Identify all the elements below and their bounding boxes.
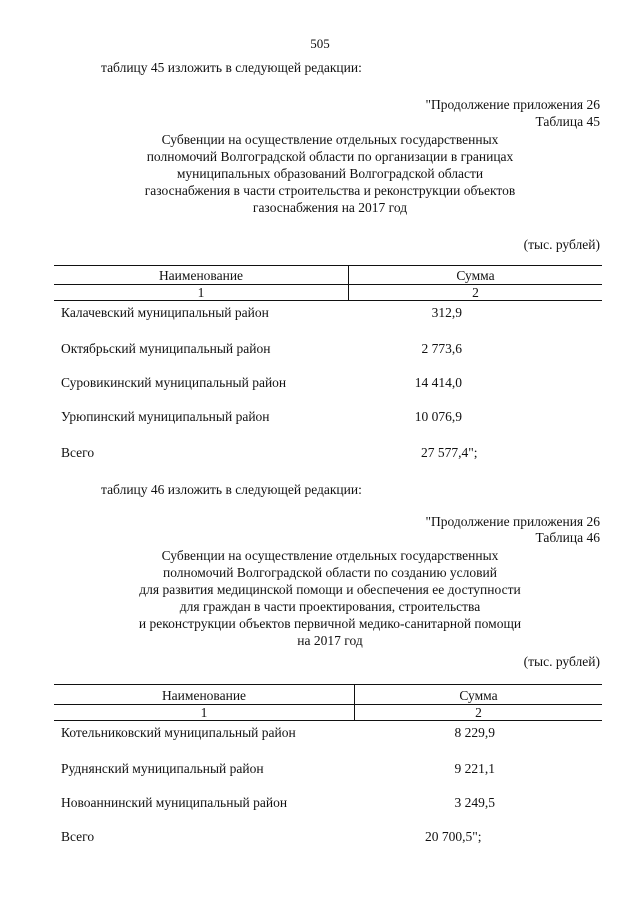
table46-row-name: Руднянский муниципальный район <box>61 761 264 776</box>
table45-unit: (тыс. рублей) <box>523 237 600 252</box>
table46-title-line: на 2017 год <box>297 633 363 648</box>
table45-row-value: 10 076,9 <box>414 409 462 424</box>
table45-title <box>90 131 570 216</box>
table46-unit: (тыс. рублей) <box>523 654 600 669</box>
table45-header-col1: 1 <box>197 285 205 300</box>
table46-instruction: таблицу 46 изложить в следующей редакции: <box>101 482 362 497</box>
table45-row-name: Калачевский муниципальный район <box>61 305 269 320</box>
table45-row-value: 312,9 <box>431 305 462 320</box>
table45-title-line: Субвенции на осуществление отдельных государственных <box>161 132 499 147</box>
table46-title-line: Субвенции на осуществление отдельных государственных <box>161 548 499 563</box>
table45-title-line: полномочий Волгоградской области по организации в границах <box>146 149 514 164</box>
table46-row-name: Новоаннинский муниципальный район <box>61 795 288 810</box>
table46-row-total-value: 20 700,5"; <box>425 829 482 844</box>
table45-instruction: таблицу 45 изложить в следующей редакции: <box>101 60 362 75</box>
table45-header-sum: Сумма <box>456 268 495 283</box>
table46-title-line: и реконструкции объектов первичной медико-санитарной помощи <box>138 616 522 631</box>
table46-title <box>90 547 570 649</box>
table45-header-col2: 2 <box>472 285 479 300</box>
table46-row-value: 8 229,9 <box>454 725 495 740</box>
table46-row-name: Котельниковский муниципальный район <box>61 725 296 740</box>
table45-row-name: Урюпинский муниципальный район <box>61 409 270 424</box>
table45-title-line: газоснабжения в части строительства и реконструкции объектов <box>144 183 516 198</box>
table46-top-rule <box>54 684 602 685</box>
table45-top-rule <box>54 265 602 266</box>
table45-title-line: муниципальных образований Волгоградской области <box>176 166 484 181</box>
table46-header-name: Наименование <box>161 688 247 703</box>
table46-continuation: "Продолжение приложения 26 <box>425 514 600 529</box>
table46-row-value: 9 221,1 <box>454 761 495 776</box>
table46-title-line: для граждан в части проектирования, строительства <box>179 599 481 614</box>
table45-row-name: Суровикинский муниципальный район <box>61 375 287 390</box>
page-number: 505 <box>310 36 330 51</box>
table46-header-sum: Сумма <box>459 688 498 703</box>
table45-row-value: 14 414,0 <box>414 375 462 390</box>
table45-row-name: Октябрьский муниципальный район <box>61 341 271 356</box>
table45-row-value: 2 773,6 <box>421 341 462 356</box>
table46-row-total-label: Всего <box>61 829 95 844</box>
table46-header-col2: 2 <box>475 705 482 720</box>
table45-title-line: газоснабжения на 2017 год <box>252 200 408 215</box>
table45-header-name: Наименование <box>158 268 244 283</box>
table45-continuation: "Продолжение приложения 26 <box>425 97 600 112</box>
table46-title-line: полномочий Волгоградской области по созданию условий <box>163 565 497 580</box>
table46-row-value: 3 249,5 <box>454 795 495 810</box>
table46-title-line: для развития медицинской помощи и обеспечения ее доступности <box>139 582 521 597</box>
table46-label: Таблица 46 <box>535 530 600 545</box>
table45-row-total-value: 27 577,4"; <box>421 445 478 460</box>
table45-row-total-label: Всего <box>61 445 95 460</box>
table46-header-col1: 1 <box>200 705 208 720</box>
table45-label: Таблица 45 <box>535 114 600 129</box>
